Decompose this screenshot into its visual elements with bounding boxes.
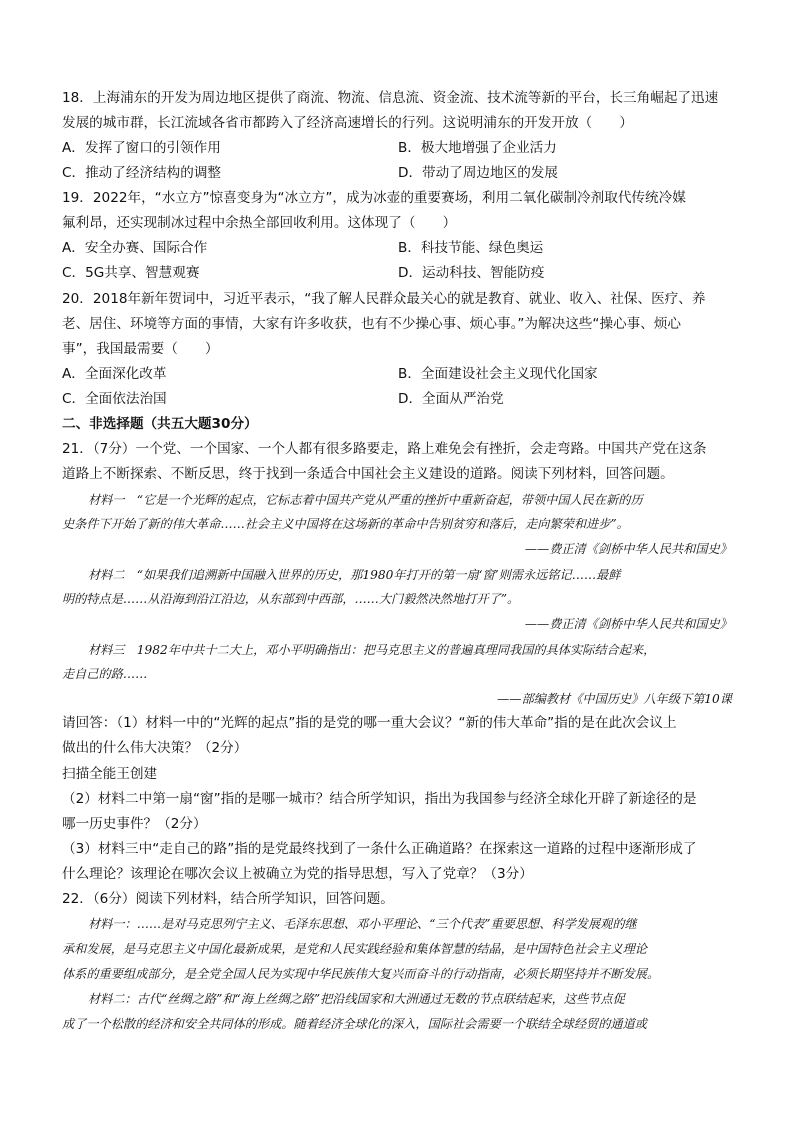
q21-ask3-line1: （3）材料三中“走自己的路”指的是党最终找到了一条什么正确道路？在探索这一道路的过程中逐渐形成了 xyxy=(62,841,697,857)
scanner-watermark: 扫描全能王创建 xyxy=(62,766,158,782)
q20-option-c: C．全面依法治国 xyxy=(62,391,167,407)
q21-ask1-line2: 做出的什么伟大决策？（2分） xyxy=(62,740,248,756)
q18-option-b: B．极大地增强了企业活力 xyxy=(398,140,557,156)
q21-ask2-line1: （2）材料二中第一扇“窗”指的是哪一城市？结合所学知识，指出为我国参与经济全球化开辟了新途径的是 xyxy=(62,791,697,807)
q20-option-a: A．全面深化改革 xyxy=(62,366,167,382)
q20-stem-line2: 老、居住、环境等方面的事情，大家有许多收获，也有不少操心事、烦心事。”为解决这些“操心事、烦心 xyxy=(62,316,682,332)
q19-option-c: C．5G共享、智慧观赛 xyxy=(62,265,200,281)
q18-option-c: C．推动了经济结构的调整 xyxy=(62,165,222,181)
q19-option-d: D．运动科技、智能防疫 xyxy=(398,265,545,281)
q20-stem-line3: 事”，我国最需要（ ） xyxy=(62,341,219,357)
q20-option-b: B．全面建设社会主义现代化国家 xyxy=(398,366,598,382)
q21-stem-line1: 21．（7分）一个党、一个国家、一个人都有很多路要走，路上难免会有挫折，会走弯路。中国共产党在这条 xyxy=(62,441,707,457)
section-title: 二、非选择题（共五大题30分） xyxy=(62,416,258,432)
q18-option-a: A．发挥了窗口的引领作用 xyxy=(62,140,221,156)
q21-material1-line2: 史条件下开始了新的伟大革命……社会主义中国将在这场新的革命中告别贫穷和落后，走向繁荣和进步”。 xyxy=(62,517,629,531)
q21-material1-source: ——费正清《剑桥中华人民共和国史》 xyxy=(524,542,732,556)
q19-option-b: B．科技节能、绿色奥运 xyxy=(398,240,544,256)
q18-option-d: D．带动了周边地区的发展 xyxy=(398,165,558,181)
q21-stem-line2: 道路上不断探索、不断反思，终于找到一条适合中国社会主义建设的道路。阅读下列材料，回答问题。 xyxy=(62,466,674,482)
q21-ask2-line2: 哪一历史事件？（2分） xyxy=(62,816,207,832)
q22-material1-line2: 承和发展，是马克思主义中国化最新成果，是党和人民实践经验和集体智慧的结晶，是中国特色社会主义理论 xyxy=(62,942,647,956)
q22-material1-line3: 体系的重要组成部分，是全党全国人民为实现中华民族伟大复兴而奋斗的行动指南，必须长期坚持并不断发展。 xyxy=(62,967,660,981)
q22-material2-line2: 成了一个松散的经济和安全共同体的形成。随着经济全球化的深入，国际社会需要一个联结全球经贸的通道或 xyxy=(62,1017,647,1031)
q22-stem: 22．（6分）阅读下列材料，结合所学知识，回答问题。 xyxy=(62,891,394,907)
q21-material3-source: ——部编教材《中国历史》八年级下第10课 xyxy=(497,692,732,706)
q21-ask3-line2: 什么理论？该理论在哪次会议上被确立为党的指导思想，写入了党章？（3分） xyxy=(62,866,533,882)
q21-material2-line1: 材料二 “如果我们追溯新中国融入世界的历史，那1980年打开的第一扇‘窗’则需永远铭记……最鲜 xyxy=(88,568,621,582)
q22-material2-line1: 材料二：古代“丝绸之路”和“海上丝绸之路”把沿线国家和大洲通过无数的节点联结起来，这些节点促 xyxy=(88,992,625,1006)
q19-stem-line2: 氟利昂，还实现制冰过程中余热全部回收利用。这体现了（ ） xyxy=(62,215,457,231)
q19-option-a: A．安全办赛、国际合作 xyxy=(62,240,208,256)
q21-ask1-line1: 请回答：（1）材料一中的“光辉的起点”指的是党的哪一重大会议？“新的伟大革命”指的是在此次会议上 xyxy=(62,715,677,731)
q18-stem-line2: 发展的城市群，长江流域各省市都跨入了经济高速增长的行列。这说明浦东的开发开放（ ） xyxy=(62,115,633,131)
q20-option-d: D．全面从严治党 xyxy=(398,391,504,407)
q21-material3-line1: 材料三 1982年中共十二大上，邓小平明确指出：把马克思主义的普遍真理同我国的具体实际结合起来， xyxy=(88,643,656,657)
q22-material1-line1: 材料一：……是对马克思列宁主义、毛泽东思想、邓小平理论、“三个代表”重要思想、科学发展观的继 xyxy=(88,917,637,931)
q21-material2-line2: 明的特点是……从沿海到沿江沿边，从东部到中西部，……大门毅然决然地打开了”。 xyxy=(62,592,520,606)
q21-material1-line1: 材料一 “它是一个光辉的起点，它标志着中国共产党从严重的挫折中重新奋起，带领中国人民在新的历 xyxy=(88,493,643,507)
q21-material2-source: ——费正清《剑桥中华人民共和国史》 xyxy=(524,617,732,631)
q18-stem-line1: 18．上海浦东的开发为周边地区提供了商流、物流、信息流、资金流、技术流等新的平台，长三角崛起了迅速 xyxy=(62,90,719,106)
q20-stem-line1: 20．2018年新年贺词中，习近平表示，“我了解人民群众最关心的就是教育、就业、收入、社保、医疗、养 xyxy=(62,291,706,307)
q19-stem-line1: 19．2022年，“水立方”惊喜变身为“冰立方”，成为冰壶的重要赛场，利用二氧化碳制冷剂取代传统冷媒 xyxy=(62,190,686,206)
q21-material3-line2: 走自己的路…… xyxy=(62,667,148,681)
